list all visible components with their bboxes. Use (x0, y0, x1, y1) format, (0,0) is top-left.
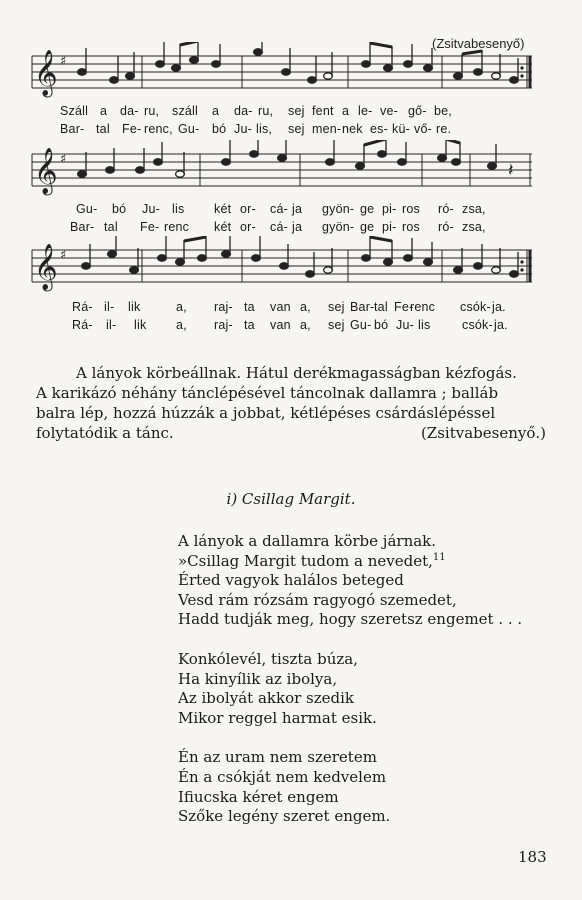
lyric-syllable: lis (418, 318, 431, 332)
song-source-tag: (Zsitvabesenyő) (432, 36, 525, 51)
lyric-syllable: re. (436, 122, 452, 136)
lyric-syllable: ja (292, 220, 303, 234)
lyric-syllable: lis (172, 202, 185, 216)
poem-line: Vesd rám rózsám ragyogó szemedet, (178, 590, 457, 609)
lyric-syllable: Gu- (350, 318, 372, 332)
lyric-syllable: tal (104, 220, 118, 234)
lyric-syllable: ta (244, 318, 255, 332)
dance-description (36, 363, 546, 443)
lyric-syllable: vő- (414, 122, 432, 136)
lyric-syllable: a (342, 104, 350, 118)
lyric-syllable: csók- (460, 300, 491, 314)
music-staff-1 (30, 42, 544, 100)
lyric-syllable: a, (176, 300, 187, 314)
lyric-syllable: pi- (382, 220, 397, 234)
lyrics-line (30, 122, 544, 138)
lyric-syllable: van (270, 300, 291, 314)
lyric-syllable: sej (328, 318, 345, 332)
lyric-syllable: Bar- (350, 300, 375, 314)
lyric-syllable: van (270, 318, 291, 332)
lyric-syllable: sej (288, 104, 305, 118)
lyric-syllable: men- (312, 122, 342, 136)
lyric-syllable: ros (402, 220, 420, 234)
prose-line: A lányok körbeállnak. Hátul derékmagasságban kézfogás. (76, 364, 517, 382)
lyric-syllable: ru, (258, 104, 274, 118)
svg-text:♯: ♯ (60, 248, 67, 263)
lyric-syllable: a (100, 104, 108, 118)
poem-stanza (178, 748, 558, 826)
poem-line: A lányok a dallamra körbe járnak. (178, 532, 437, 550)
poem-line: Mikor reggel harmat esik. (178, 708, 377, 727)
lyric-syllable: Ju- (234, 122, 252, 136)
lyric-syllable: zsa, (462, 220, 486, 234)
lyric-syllable: gő- (408, 104, 427, 118)
lyric-syllable: csók- (462, 318, 493, 332)
lyric-syllable: Ju- (396, 318, 414, 332)
poem-line: Én az uram nem szeretem (178, 748, 377, 767)
lyric-syllable: ró- (438, 220, 454, 234)
lyric-syllable: sej (328, 300, 345, 314)
lyric-syllable: ge (360, 220, 375, 234)
lyric-syllable: a, (300, 318, 311, 332)
lyric-syllable: le- (358, 104, 373, 118)
lyric-syllable: ta (244, 300, 255, 314)
lyric-syllable: be, (434, 104, 452, 118)
poem-stanza (178, 650, 558, 728)
lyric-syllable: cá- (270, 220, 288, 234)
music-system-1 (30, 42, 544, 136)
lyric-syllable: ja. (492, 300, 506, 314)
lyric-syllable: ró- (438, 202, 454, 216)
lyric-syllable: renc (410, 300, 436, 314)
lyric-syllable: a (212, 104, 220, 118)
svg-text:♯: ♯ (60, 152, 67, 167)
svg-text:♯: ♯ (60, 54, 67, 69)
lyric-syllable: tal (96, 122, 110, 136)
prose-line: balra lép, hozzá húzzák a jobbat, kétlépéses csárdáslépéssel (36, 404, 496, 422)
poem (178, 532, 558, 847)
lyric-syllable: tal (374, 300, 388, 314)
lyric-syllable: il- (104, 300, 115, 314)
poem-line: Szőke legény szeret engem. (178, 807, 391, 826)
lyric-syllable: or- (240, 202, 256, 216)
lyric-syllable: bó (212, 122, 227, 136)
lyric-syllable: renc (164, 220, 190, 234)
prose-line: A karikázó néhány tánclépésével táncolnak dallamra ; balláb (36, 384, 499, 402)
lyric-syllable: Bar- (70, 220, 95, 234)
svg-text:𝄽: 𝄽 (508, 160, 514, 181)
prose-line: folytatódik a tánc. (36, 424, 174, 442)
lyric-syllable: gyön- (322, 220, 355, 234)
lyric-syllable: raj- (214, 300, 233, 314)
lyric-syllable: ru, (144, 104, 160, 118)
lyric-syllable: lik (134, 318, 147, 332)
page-number: 183 (518, 848, 547, 866)
lyric-syllable: fent (312, 104, 334, 118)
poem-line-with-footnote (178, 552, 558, 572)
poem-line: Én a csókját nem kedvelem (178, 767, 387, 786)
lyric-syllable: a, (300, 300, 311, 314)
lyric-syllable: Ju- (142, 202, 160, 216)
poem-stanza (178, 532, 558, 630)
poem-line: Az ibolyát akkor szedik (178, 689, 355, 708)
music-staff-3 (30, 236, 544, 294)
lyric-syllable: cá- (270, 202, 288, 216)
lyric-syllable: nek (342, 122, 363, 136)
prose-source: (Zsitvabesenyő.) (420, 424, 546, 442)
lyric-syllable: es- (370, 122, 388, 136)
lyric-syllable: ja (292, 202, 303, 216)
lyric-syllable: lis, (256, 122, 273, 136)
lyric-syllable: ve- (380, 104, 398, 118)
lyric-syllable: száll (172, 104, 199, 118)
lyric-syllable: Gu- (76, 202, 98, 216)
lyric-syllable: Gu- (178, 122, 200, 136)
lyric-syllable: Fe- (140, 220, 160, 234)
lyric-syllable: ja. (494, 318, 508, 332)
lyrics-line (30, 104, 544, 120)
poem-line: Érted vagyok halálos beteged (178, 571, 404, 590)
poem-line: »Csillag Margit tudom a nevedet, (178, 551, 433, 570)
prose-last-line (36, 423, 546, 443)
lyric-syllable: bó (374, 318, 389, 332)
lyric-syllable: renc, (144, 122, 173, 136)
poem-line: Konkólevél, tiszta búza, (178, 649, 359, 668)
lyric-syllable: Bar- (60, 122, 85, 136)
lyric-syllable: kü- (392, 122, 410, 136)
lyrics-line (30, 202, 544, 218)
section-title: i) Csillag Margit. (226, 490, 356, 508)
lyric-syllable: a, (176, 318, 187, 332)
lyric-syllable: zsa, (462, 202, 486, 216)
poem-line: Ifiucska kéret engem (178, 787, 339, 806)
music-system-3 (30, 236, 544, 332)
lyrics-line (30, 220, 544, 236)
svg-text:𝄞: 𝄞 (34, 50, 58, 96)
lyric-syllable: ros (402, 202, 420, 216)
svg-text:𝄞: 𝄞 (34, 148, 58, 194)
poem-line: Ha kinyílik az ibolya, (178, 669, 338, 688)
lyric-syllable: Száll (60, 104, 89, 118)
lyric-syllable: raj- (214, 318, 233, 332)
lyric-syllable: ge (360, 202, 375, 216)
svg-text:𝄞: 𝄞 (34, 244, 58, 290)
lyric-syllable: Fe- (394, 300, 414, 314)
lyric-syllable: két (214, 202, 232, 216)
lyric-syllable: bó (112, 202, 127, 216)
music-staff-2 (30, 140, 544, 198)
lyric-syllable: or- (240, 220, 256, 234)
lyrics-line (30, 300, 544, 316)
lyric-syllable: gyön- (322, 202, 355, 216)
lyric-syllable: pi- (382, 202, 397, 216)
lyrics-line (30, 318, 544, 334)
footnote-marker: 11 (432, 551, 446, 563)
lyric-syllable: két (214, 220, 232, 234)
lyric-syllable: Rá- (72, 318, 93, 332)
lyric-syllable: il- (106, 318, 117, 332)
lyric-syllable: da- (234, 104, 253, 118)
lyric-syllable: sej (288, 122, 305, 136)
lyric-syllable: Rá- (72, 300, 93, 314)
lyric-syllable: Fe- (122, 122, 142, 136)
lyric-syllable: lik (128, 300, 141, 314)
lyric-syllable: da- (120, 104, 139, 118)
music-system-2 (30, 140, 544, 234)
poem-line: Hadd tudják meg, hogy szeretsz engemet . . . (178, 610, 523, 629)
